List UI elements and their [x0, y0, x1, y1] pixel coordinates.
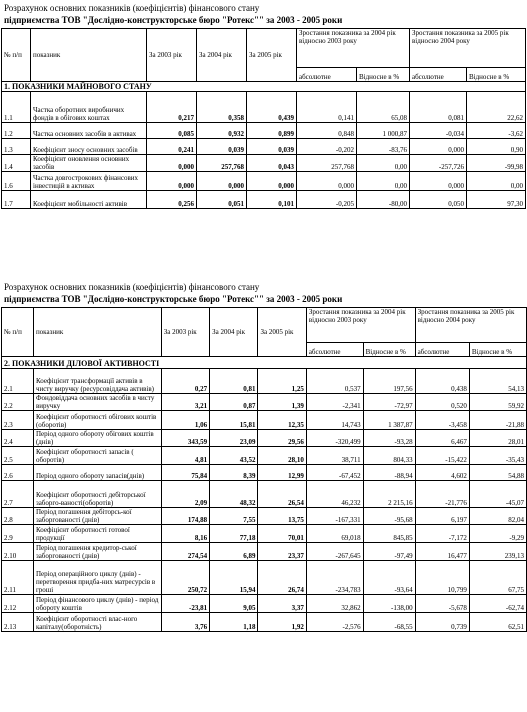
table-row — [2, 525, 527, 543]
value-2005: 29,56 — [258, 430, 306, 447]
value-2005: 0,000 — [247, 172, 297, 191]
table2-title-line1: Розрахунок основних показників (коефіцієнтів) фінансового стану — [4, 282, 260, 292]
rel-growth-2004: -88,94 — [363, 465, 415, 481]
value-2005: 23,37 — [258, 543, 306, 561]
value-2005: 0,899 — [247, 123, 297, 139]
abs-growth-2005: 0,520 — [415, 394, 469, 411]
value-2004: 0,932 — [197, 123, 247, 139]
value-2004: 43,52 — [210, 447, 258, 465]
value-2004: 0,81 — [210, 369, 258, 394]
value-2005: 1,92 — [258, 613, 306, 632]
row-number: 1.4 — [2, 155, 31, 172]
row-label: Коефіцієнт мобільності активів — [31, 191, 147, 209]
row-number: 2.13 — [2, 613, 34, 632]
header-growth-2004: Зростання показника за 2004 рік відносно 2003 року — [306, 308, 415, 343]
header-2005: За 2005 рік — [247, 29, 297, 82]
value-2005: 0,101 — [247, 191, 297, 209]
table-row — [2, 595, 527, 613]
table1 — [1, 28, 526, 209]
abs-growth-2005: -0,034 — [410, 123, 467, 139]
row-label: Коефіцієнт зносу основних засобів — [31, 139, 147, 155]
value-2004: 48,32 — [210, 481, 258, 508]
rel-growth-2005: 28,01 — [469, 430, 526, 447]
table-row — [2, 411, 527, 430]
rel-growth-2004: -95,68 — [363, 508, 415, 525]
row-number: 2.10 — [2, 543, 34, 561]
abs-growth-2004: 0,000 — [297, 172, 357, 191]
table2-title-line2: підприємства ТОВ "Дослідно-конструкторське бюро "Ротекс"" за 2003 - 2005 роки — [4, 294, 343, 304]
table-row — [2, 172, 526, 191]
header-growth-2005: Зростання показника за 2005 рік відносно 2004 року — [415, 308, 526, 343]
table2 — [1, 307, 527, 632]
row-number: 2.12 — [2, 595, 34, 613]
value-2003: 0,27 — [161, 369, 209, 394]
rel-growth-2005: 62,51 — [469, 613, 526, 632]
section-title: 2. ПОКАЗНИКИ ДІЛОВОЇ АКТИВНОСТІ — [2, 357, 162, 369]
value-2004: 7,55 — [210, 508, 258, 525]
row-number: 2.2 — [2, 394, 34, 411]
row-number: 1.3 — [2, 139, 31, 155]
row-number: 1.7 — [2, 191, 31, 209]
rel-growth-2004: -72,97 — [363, 394, 415, 411]
value-2005: 70,01 — [258, 525, 306, 543]
abs-growth-2004: 0,537 — [306, 369, 363, 394]
table-row — [2, 481, 527, 508]
abs-growth-2005: 16,477 — [415, 543, 469, 561]
abs-growth-2004: -2,341 — [306, 394, 363, 411]
rel-growth-2004: 0,00 — [357, 172, 410, 191]
row-label: Період погашення дебіторсь-кої заборгованості (днів) — [33, 508, 161, 525]
abs-growth-2005: -21,776 — [415, 481, 469, 508]
abs-growth-2005: 0,050 — [410, 191, 467, 209]
rel-growth-2004: 65,08 — [357, 92, 410, 123]
rel-growth-2005: -35,43 — [469, 447, 526, 465]
header-2003: За 2003 рік — [161, 308, 209, 357]
table1-title-line1: Розрахунок основних показників (коефіцієнтів) фінансового стану — [4, 3, 260, 13]
rel-growth-2004: 1 387,87 — [363, 411, 415, 430]
abs-growth-2005: -5,678 — [415, 595, 469, 613]
rel-growth-2004: 2 215,16 — [363, 481, 415, 508]
abs-growth-2005: 6,467 — [415, 430, 469, 447]
row-number: 2.9 — [2, 525, 34, 543]
value-2005: 28,10 — [258, 447, 306, 465]
value-2003: 250,72 — [161, 561, 209, 595]
value-2003: 8,16 — [161, 525, 209, 543]
value-2003: -23,81 — [161, 595, 209, 613]
value-2003: 0,217 — [147, 92, 197, 123]
table-row — [2, 191, 526, 209]
value-2004: 23,09 — [210, 430, 258, 447]
rel-growth-2005: 97,30 — [467, 191, 526, 209]
table-row — [2, 447, 527, 465]
rel-growth-2004: -83,76 — [357, 139, 410, 155]
header-2004: За 2004 рік — [197, 29, 247, 82]
abs-growth-2005: -3,458 — [415, 411, 469, 430]
rel-growth-2005: 82,04 — [469, 508, 526, 525]
row-number: 2.8 — [2, 508, 34, 525]
value-2004: 9,05 — [210, 595, 258, 613]
table-row — [2, 155, 526, 172]
rel-growth-2004: -93,28 — [363, 430, 415, 447]
abs-growth-2005: 0,438 — [415, 369, 469, 394]
value-2004: 0,051 — [197, 191, 247, 209]
rel-growth-2005: -21,88 — [469, 411, 526, 430]
value-2003: 0,085 — [147, 123, 197, 139]
table-row — [2, 613, 527, 632]
header-rel-2: Відносне в % — [469, 343, 526, 357]
rel-growth-2005: 0,00 — [467, 172, 526, 191]
rel-growth-2004: -97,49 — [363, 543, 415, 561]
abs-growth-2004: -0,202 — [297, 139, 357, 155]
table1-title-line2: підприємства ТОВ "Дослідно-конструкторське бюро "Ротекс"" за 2003 - 2005 роки — [4, 15, 343, 25]
value-2004: 0,87 — [210, 394, 258, 411]
row-number: 1.6 — [2, 172, 31, 191]
row-label: Коефіцієнт оборотності готової продукції — [33, 525, 161, 543]
header-abs-1: абсолютне — [297, 68, 357, 82]
section-spacer — [161, 357, 526, 369]
row-label: Коефіцієнт оборотності запасів ( оборотів) — [33, 447, 161, 465]
value-2003: 0,241 — [147, 139, 197, 155]
abs-growth-2004: 38,711 — [306, 447, 363, 465]
row-number: 2.4 — [2, 430, 34, 447]
row-number: 2.5 — [2, 447, 34, 465]
header-name: показник — [33, 308, 161, 357]
rel-growth-2005: -99,98 — [467, 155, 526, 172]
header-abs-2: абсолютне — [410, 68, 467, 82]
abs-growth-2004: 257,768 — [297, 155, 357, 172]
row-number: 2.11 — [2, 561, 34, 595]
rel-growth-2005: -62,74 — [469, 595, 526, 613]
row-number: 2.6 — [2, 465, 34, 481]
rel-growth-2005: 54,13 — [469, 369, 526, 394]
header-num: № п/п — [2, 29, 31, 82]
table-row — [2, 369, 527, 394]
table-row — [2, 92, 526, 123]
value-2005: 3,37 — [258, 595, 306, 613]
abs-growth-2005: -257,726 — [410, 155, 467, 172]
header-growth-2005: Зростання показника за 2005 рік відносно 2004 року — [410, 29, 526, 68]
value-2004: 77,18 — [210, 525, 258, 543]
value-2004: 6,89 — [210, 543, 258, 561]
value-2004: 8,39 — [210, 465, 258, 481]
row-label: Період операційного циклу (днів) - перетворення придба-них матресурсів в гроші — [33, 561, 161, 595]
abs-growth-2004: 32,862 — [306, 595, 363, 613]
header-2003: За 2003 рік — [147, 29, 197, 82]
rel-growth-2004: -80,00 — [357, 191, 410, 209]
row-label: Коефіцієнт оборотності дебіторської заборго-ваності(оборотів) — [33, 481, 161, 508]
table-row — [2, 465, 527, 481]
abs-growth-2005: 6,197 — [415, 508, 469, 525]
value-2004: 0,358 — [197, 92, 247, 123]
rel-growth-2005: 0,90 — [467, 139, 526, 155]
abs-growth-2004: 69,018 — [306, 525, 363, 543]
header-rel-1: Відносне в % — [363, 343, 415, 357]
value-2003: 0,256 — [147, 191, 197, 209]
abs-growth-2005: 0,000 — [410, 172, 467, 191]
value-2004: 0,039 — [197, 139, 247, 155]
value-2003: 343,59 — [161, 430, 209, 447]
rel-growth-2004: 0,00 — [357, 155, 410, 172]
row-number: 2.1 — [2, 369, 34, 394]
value-2005: 12,35 — [258, 411, 306, 430]
rel-growth-2004: 804,33 — [363, 447, 415, 465]
abs-growth-2004: 0,141 — [297, 92, 357, 123]
rel-growth-2005: -3,62 — [467, 123, 526, 139]
header-abs-1: абсолютне — [306, 343, 363, 357]
abs-growth-2004: -167,331 — [306, 508, 363, 525]
value-2005: 12,99 — [258, 465, 306, 481]
rel-growth-2005: -9,29 — [469, 525, 526, 543]
rel-growth-2004: 197,56 — [363, 369, 415, 394]
abs-growth-2004: -320,499 — [306, 430, 363, 447]
abs-growth-2004: -234,783 — [306, 561, 363, 595]
row-label: Частка довгострокових фінансових інвестицій в активах — [31, 172, 147, 191]
table-row — [2, 508, 527, 525]
value-2003: 3,76 — [161, 613, 209, 632]
abs-growth-2005: 0,000 — [410, 139, 467, 155]
rel-growth-2004: -93,64 — [363, 561, 415, 595]
value-2005: 0,043 — [247, 155, 297, 172]
row-label: Період фінансового циклу (днів) - період обороту коштів — [33, 595, 161, 613]
abs-growth-2005: -7,172 — [415, 525, 469, 543]
table-row — [2, 430, 527, 447]
value-2005: 26,74 — [258, 561, 306, 595]
table-row — [2, 123, 526, 139]
header-num: № п/п — [2, 308, 34, 357]
value-2003: 0,000 — [147, 155, 197, 172]
value-2003: 75,84 — [161, 465, 209, 481]
value-2004: 0,000 — [197, 172, 247, 191]
value-2004: 15,81 — [210, 411, 258, 430]
section-title: 1. ПОКАЗНИКИ МАЙНОВОГО СТАНУ — [2, 82, 526, 92]
value-2003: 4,81 — [161, 447, 209, 465]
row-label: Коефіцієнт оборотності влас-ного капіталу(оборотність) — [33, 613, 161, 632]
row-label: Період погашення кредитор-ської заборгованості (днів) — [33, 543, 161, 561]
value-2004: 257,768 — [197, 155, 247, 172]
row-label: Коефіцієнт трансформації активів в чисту виручку (ресурсовіддача активів) — [33, 369, 161, 394]
row-label: Коефіцієнт оборотності обігових коштів (оборотів) — [33, 411, 161, 430]
rel-growth-2005: 67,75 — [469, 561, 526, 595]
value-2004: 1,18 — [210, 613, 258, 632]
value-2005: 1,25 — [258, 369, 306, 394]
abs-growth-2005: 10,799 — [415, 561, 469, 595]
rel-growth-2004: -138,00 — [363, 595, 415, 613]
abs-growth-2005: 0,739 — [415, 613, 469, 632]
row-number: 2.7 — [2, 481, 34, 508]
abs-growth-2004: 14,743 — [306, 411, 363, 430]
rel-growth-2004: -68,55 — [363, 613, 415, 632]
rel-growth-2005: 59,92 — [469, 394, 526, 411]
table-row — [2, 543, 527, 561]
row-label: Частка основних засобів в активах — [31, 123, 147, 139]
row-label: Фондовіддача основних засобів в чисту виручку — [33, 394, 161, 411]
rel-growth-2005: 22,62 — [467, 92, 526, 123]
header-growth-2004: Зростання показника за 2004 рік відносно 2003 року — [297, 29, 410, 68]
row-label: Період одного обороту обігових коштів (днів) — [33, 430, 161, 447]
value-2003: 3,21 — [161, 394, 209, 411]
rel-growth-2005: 239,13 — [469, 543, 526, 561]
abs-growth-2004: -0,205 — [297, 191, 357, 209]
header-abs-2: абсолютне — [415, 343, 469, 357]
row-number: 1.2 — [2, 123, 31, 139]
rel-growth-2005: -45,07 — [469, 481, 526, 508]
table-row — [2, 139, 526, 155]
abs-growth-2004: -67,452 — [306, 465, 363, 481]
rel-growth-2004: 1 000,87 — [357, 123, 410, 139]
header-name: показник — [31, 29, 147, 82]
abs-growth-2005: -15,422 — [415, 447, 469, 465]
row-label: Частка оборотних виробничих фондів в обігових коштах — [31, 92, 147, 123]
value-2005: 26,54 — [258, 481, 306, 508]
row-number: 1.1 — [2, 92, 31, 123]
value-2005: 13,75 — [258, 508, 306, 525]
value-2003: 2,09 — [161, 481, 209, 508]
row-label: Період одного обороту запасів(днів) — [33, 465, 161, 481]
value-2004: 15,94 — [210, 561, 258, 595]
value-2005: 0,039 — [247, 139, 297, 155]
rel-growth-2004: 845,85 — [363, 525, 415, 543]
header-2005: За 2005 рік — [258, 308, 306, 357]
header-rel-1: Відносне в % — [357, 68, 410, 82]
header-rel-2: Відносне в % — [467, 68, 526, 82]
value-2003: 1,06 — [161, 411, 209, 430]
abs-growth-2004: 0,848 — [297, 123, 357, 139]
value-2005: 1,39 — [258, 394, 306, 411]
row-label: Коефіцієнт оновлення основних засобів — [31, 155, 147, 172]
value-2003: 174,88 — [161, 508, 209, 525]
value-2005: 0,439 — [247, 92, 297, 123]
abs-growth-2005: 4,602 — [415, 465, 469, 481]
table-row — [2, 394, 527, 411]
header-2004: За 2004 рік — [210, 308, 258, 357]
abs-growth-2005: 0,081 — [410, 92, 467, 123]
table-row — [2, 561, 527, 595]
rel-growth-2005: 54,88 — [469, 465, 526, 481]
row-number: 2.3 — [2, 411, 34, 430]
abs-growth-2004: -267,645 — [306, 543, 363, 561]
value-2003: 274,54 — [161, 543, 209, 561]
value-2003: 0,000 — [147, 172, 197, 191]
abs-growth-2004: 46,232 — [306, 481, 363, 508]
abs-growth-2004: -2,576 — [306, 613, 363, 632]
